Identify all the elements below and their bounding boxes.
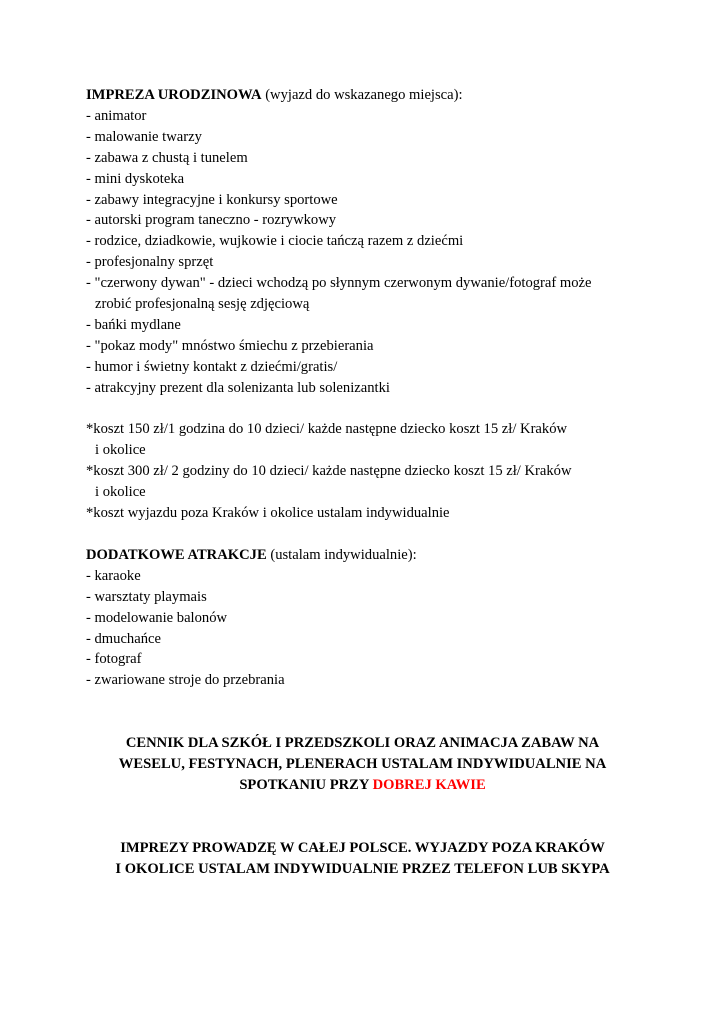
list-item: - fotograf bbox=[86, 651, 142, 668]
price-3: *koszt wyjazdu poza Kraków i okolice ustalam indywidualnie bbox=[86, 505, 450, 522]
schools-pricing-notice bbox=[60, 733, 665, 796]
notice-line: IMPREZY PROWADZĘ W CAŁEJ POLSCE. WYJAZDY POZA KRAKÓW bbox=[120, 840, 605, 856]
birthday-heading bbox=[86, 85, 646, 106]
spacer bbox=[86, 524, 646, 545]
list-item: - zabawy integracyjne i konkursy sportowe bbox=[86, 191, 338, 208]
list-item: - animator bbox=[86, 107, 147, 124]
notice-line: CENNIK DLA SZKÓŁ I PRZEDSZKOLI ORAZ ANIMACJA ZABAW NA bbox=[125, 735, 600, 751]
document-body bbox=[86, 85, 646, 691]
list-item: - "pokaz mody" mnóstwo śmiechu z przebierania bbox=[86, 337, 374, 354]
notice-line bbox=[60, 775, 665, 796]
list-item: - mini dyskoteka bbox=[86, 170, 185, 187]
list-item: - zwariowane stroje do przebrania bbox=[86, 672, 285, 689]
dobra-kawa-highlight: DOBREJ KAWIE bbox=[372, 776, 486, 793]
list-item: - karaoke bbox=[86, 567, 141, 584]
list-item: - modelowanie balonów bbox=[86, 609, 228, 626]
list-item: - dmuchańce bbox=[86, 630, 161, 647]
extras-heading-rest: (ustalam indywidualnie): bbox=[266, 546, 417, 563]
price-1-continued: i okolice bbox=[95, 442, 146, 459]
list-item: - malowanie twarzy bbox=[86, 128, 202, 145]
list-item: - atrakcyjny prezent dla solenizanta lub solenizantki bbox=[86, 379, 390, 396]
list-item-red-carpet: - "czerwony dywan" - dzieci wchodzą po słynnym czerwonym dywanie/fotograf może bbox=[86, 275, 592, 292]
list-item: - profesjonalny sprzęt bbox=[86, 254, 214, 271]
notice-line: I OKOLICE USTALAM INDYWIDUALNIE PRZEZ TELEFON LUB SKYPA bbox=[115, 860, 610, 877]
list-item: - rodzice, dziadkowie, wujkowie i ciocie tańczą razem z dziećmi bbox=[86, 233, 464, 250]
list-item: - humor i świetny kontakt z dziećmi/gratis/ bbox=[86, 358, 338, 375]
list-item: - bańki mydlane bbox=[86, 316, 181, 333]
spacer bbox=[86, 399, 646, 420]
birthday-heading-rest: (wyjazd do wskazanego miejsca): bbox=[261, 87, 463, 103]
list-item: - autorski program taneczno - rozrywkowy bbox=[86, 212, 337, 229]
price-1: *koszt 150 zł/1 godzina do 10 dzieci/ każde następne dziecko koszt 15 zł/ Kraków bbox=[86, 421, 568, 438]
birthday-heading-bold: IMPREZA URODZINOWA bbox=[86, 87, 262, 103]
travel-notice bbox=[60, 838, 665, 880]
extras-heading-bold: DODATKOWE ATRAKCJE bbox=[86, 546, 267, 563]
list-item-red-carpet-continued: zrobić profesjonalną sesję zdjęciową bbox=[95, 296, 310, 313]
notice-text: SPOTKANIU PRZY bbox=[239, 776, 373, 793]
list-item: - zabawa z chustą i tunelem bbox=[86, 149, 248, 166]
price-2: *koszt 300 zł/ 2 godziny do 10 dzieci/ każde następne dziecko koszt 15 zł/ Kraków bbox=[86, 463, 572, 480]
extras-heading bbox=[86, 545, 646, 566]
notice-line: WESELU, FESTYNACH, PLENERACH USTALAM INDYWIDUALNIE NA bbox=[118, 755, 607, 772]
list-item: - warsztaty playmais bbox=[86, 588, 207, 605]
price-2-continued: i okolice bbox=[95, 484, 146, 501]
